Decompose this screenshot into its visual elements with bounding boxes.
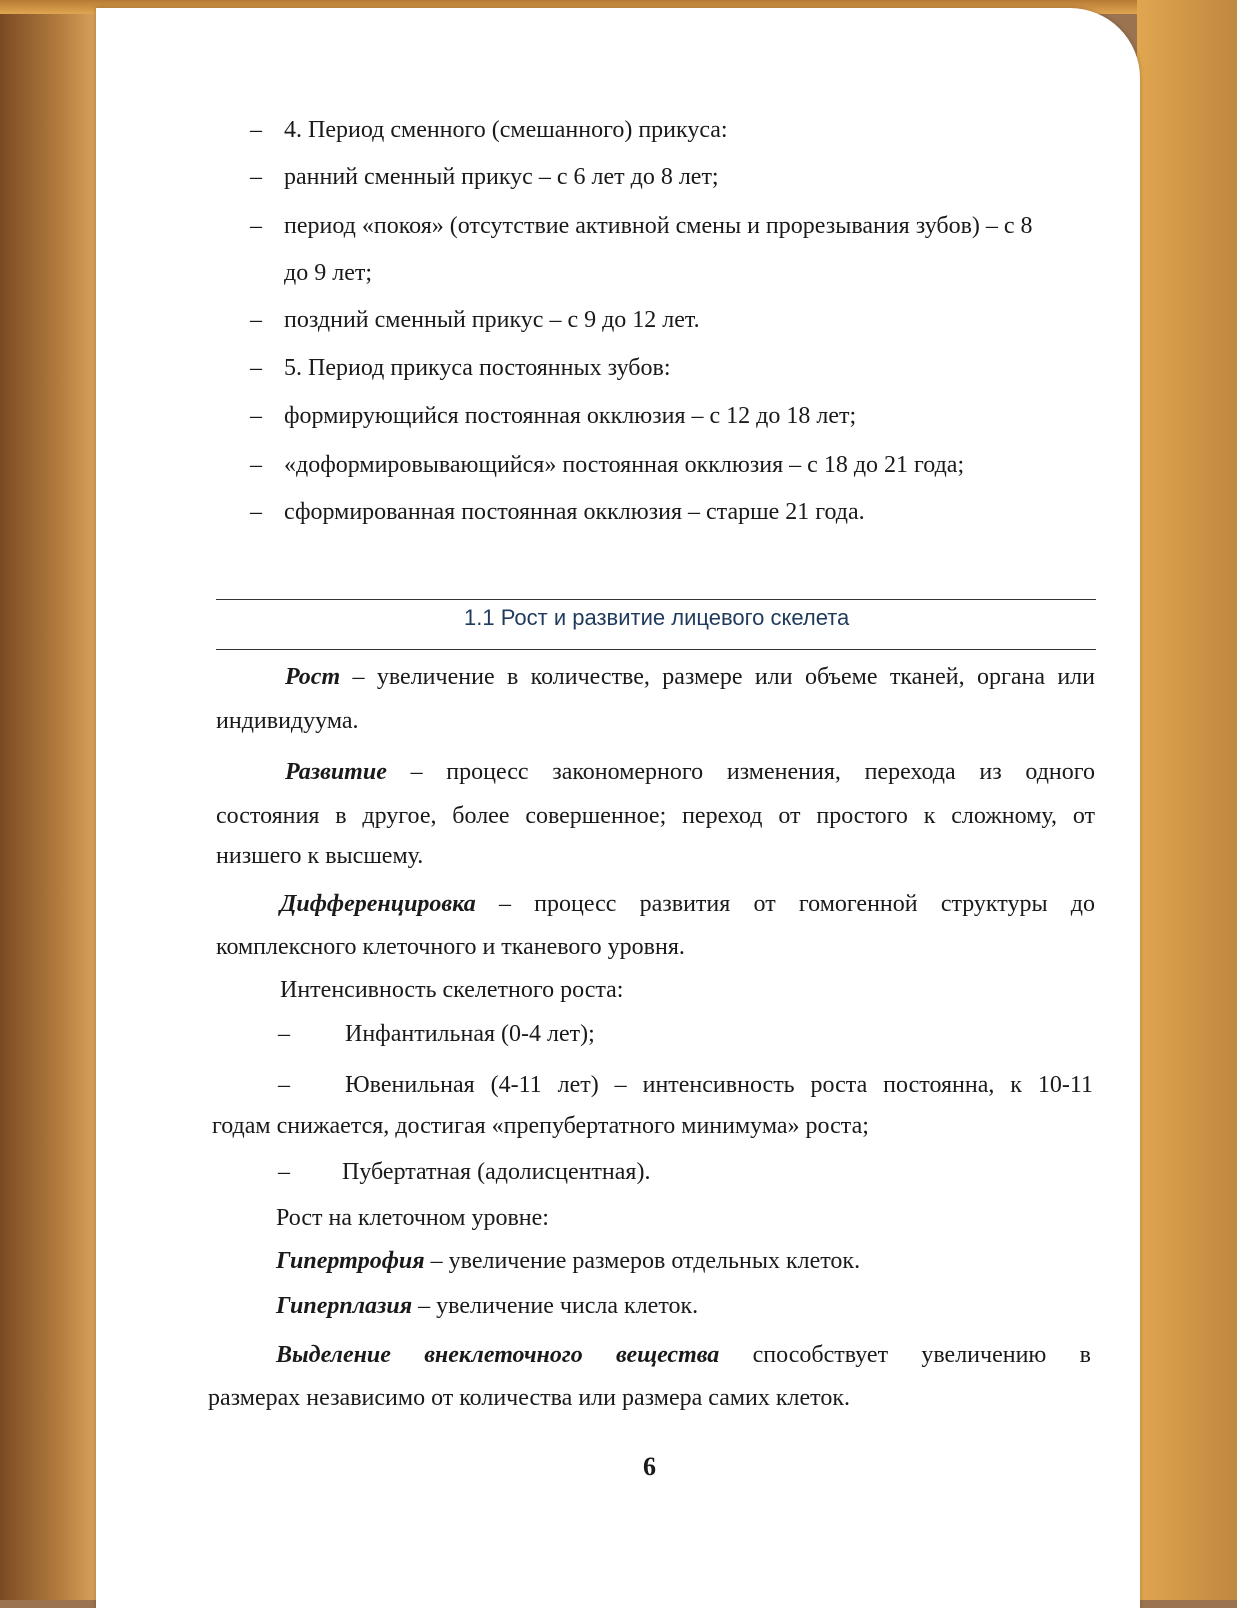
intensity-item: Инфантильная (0-4 лет); [345, 1021, 595, 1047]
hyperplasia-text: – увеличение числа клеток. [418, 1293, 699, 1319]
differentiation-text: – процесс развития от гомогенной структуры до [498, 891, 1095, 917]
section-heading: 1.1 Рост и развитие лицевого скелета [464, 605, 850, 630]
list-dash: – [278, 1021, 290, 1047]
growth-text: – увеличение в количестве, размере или объеме тканей, органа или [352, 664, 1095, 690]
cell-growth-title: Рост на клеточном уровне: [276, 1205, 549, 1231]
growth-text-continuation: индивидуума. [216, 708, 359, 734]
differentiation-term: Дифференцировка [280, 891, 476, 917]
secretion-text: способствует увеличению в [752, 1342, 1091, 1368]
list-item: период «покоя» (отсутствие активной смены и прорезывания зубов) – с 8 [284, 213, 1033, 239]
development-term: Развитие [285, 759, 387, 785]
list-dash: – [250, 355, 262, 381]
growth-definition [285, 662, 1095, 692]
background-right-edge [1137, 0, 1237, 1600]
list-item-continuation: до 9 лет; [284, 260, 372, 286]
list-dash: – [250, 307, 262, 333]
intensity-item-continuation: годам снижается, достигая «препубертатного минимума» роста; [212, 1113, 869, 1139]
list-dash: – [250, 164, 262, 190]
hypertrophy-text: – увеличение размеров отдельных клеток. [430, 1248, 861, 1274]
list-item: ранний сменный прикус – с 6 лет до 8 лет; [284, 164, 719, 190]
list-dash: – [250, 403, 262, 429]
development-text-end: низшего к высшему. [216, 843, 424, 869]
list-item: поздний сменный прикус – с 9 до 12 лет. [284, 307, 700, 333]
growth-term: Рост [285, 664, 341, 690]
list-item: «доформировывающийся» постоянная окклюзия – с 18 до 21 года; [284, 452, 965, 478]
list-dash: – [278, 1159, 290, 1185]
list-dash: – [250, 499, 262, 525]
list-dash: – [250, 452, 262, 478]
intensity-item: Ювенильная (4-11 лет) – интенсивность роста постоянна, к 10-11 [345, 1072, 1093, 1098]
development-text: – процесс закономерного изменения, перехода из одного [410, 759, 1096, 785]
list-item: 5. Период прикуса постоянных зубов: [284, 355, 671, 381]
heading-bottom-rule [216, 649, 1096, 650]
differentiation-text-continuation: комплексного клеточного и тканевого уровня. [216, 934, 685, 960]
list-dash: – [278, 1072, 290, 1098]
intensity-title: Интенсивность скелетного роста: [280, 977, 624, 1003]
secretion-term: Выделение внеклеточного вещества [276, 1342, 720, 1368]
hypertrophy-definition [276, 1246, 860, 1276]
hyperplasia-term: Гиперплазия [276, 1293, 413, 1319]
development-text-continuation: состояния в другое, более совершенное; переход от простого к сложному, от [216, 803, 1095, 829]
list-dash: – [250, 117, 262, 143]
list-item: формирующийся постоянная окклюзия – с 12 до 18 лет; [284, 403, 857, 429]
page-number: 6 [643, 1452, 656, 1481]
hyperplasia-definition [276, 1291, 698, 1321]
secretion-text-continuation: размерах независимо от количества или размера самих клеток. [208, 1385, 851, 1411]
background-left-edge [0, 0, 96, 1600]
development-definition [285, 757, 1095, 787]
intensity-item: Пубертатная (адолисцентная). [342, 1159, 651, 1185]
list-item: сформированная постоянная окклюзия – старше 21 года. [284, 499, 865, 525]
differentiation-definition [280, 889, 1095, 919]
list-item: 4. Период сменного (смешанного) прикуса: [284, 117, 728, 143]
hypertrophy-term: Гипертрофия [276, 1248, 425, 1274]
secretion-definition [276, 1340, 1091, 1370]
heading-top-rule [216, 599, 1096, 600]
list-dash: – [250, 213, 262, 239]
